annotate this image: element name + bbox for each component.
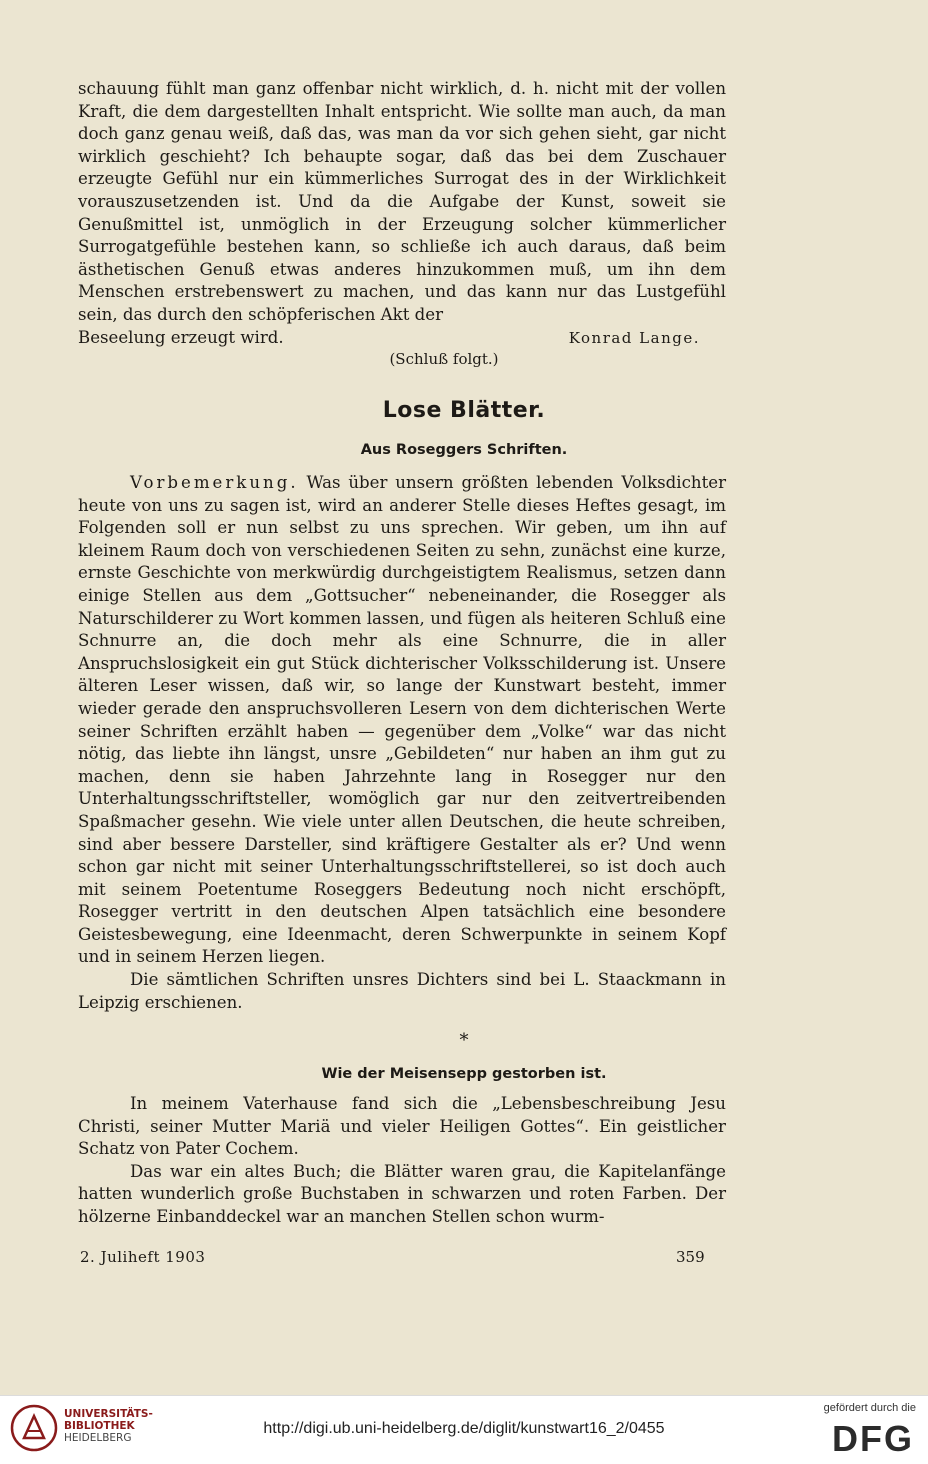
permalink-url[interactable]: http://digi.ub.uni-heidelberg.de/diglit/kunstwart16_2/0455 — [263, 1420, 665, 1437]
author-signature: Konrad Lange. — [568, 328, 700, 347]
story-paragraph-1: In meinem Vaterhause fand sich die „Lebensbeschreibung Jesu Christi, seiner Mutter Mariä und vieler Heiligen Gottes“. Ein geistlicher Schatz von Pater Cochem. — [78, 1094, 726, 1159]
preface — [78, 472, 726, 1014]
section-divider: * — [459, 1030, 469, 1051]
story-title: Wie der Meisensepp gestorben ist. — [321, 1066, 607, 1082]
library-name: UNIVERSITÄTS-BIBLIOTHEK — [64, 1408, 153, 1432]
preface-label: Vorbemerkung. — [130, 473, 299, 492]
dfg-logo[interactable]: DFG — [832, 1418, 914, 1459]
library-city: HEIDELBERG — [64, 1432, 132, 1444]
section-title: Lose Blätter. — [382, 398, 546, 423]
preface-note: Die sämtlichen Schriften unsres Dichters sind bei L. Staackmann in Leipzig erschienen. — [78, 970, 726, 1012]
story-paragraph-2: Das war ein altes Buch; die Blätter waren grau, die Kapitelanfänge hatten wunderlich große Buchstaben in schwarzen und roten Farben. Der hölzerne Einbanddeckel war an manchen Stellen schon wurm- — [78, 1161, 726, 1226]
continued-text: (Schluß folgt.) — [389, 350, 499, 368]
article-end-text: schauung fühlt man ganz offenbar nicht wirklich, d. h. nicht mit der vollen Kraft, die dem dargestellten Inhalt entspricht. Wie sollte man auch, da man doch ganz genau weiß, daß das, was man da vor sich gehen sieht, gar nicht wirklich geschieht? Ich behaupte sogar, daß das bei dem Zuschauer erzeugte Gefühl nur ein kümmerliches Surrogat des in der Wirklichkeit vorauszusetzenden ist. Und da die Aufgabe der Kunst, soweit sie Genußmittel ist, unmöglich in der Erzeugung solcher kümmerlicher Surrogatgefühle bestehen kann, so schließe ich auch daraus, daß beim ästhetischen Genuß etwas anderes hinzukommen muß, um ihn dem Menschen erstrebenswert zu machen, und das kann nur das Lustgefühl sein, das durch den schöpferischen Akt der — [78, 79, 726, 324]
signature-line — [78, 327, 726, 350]
funding-note: gefördert durch die — [823, 1402, 916, 1414]
article-end — [78, 78, 726, 349]
section-subtitle: Aus Roseggers Schriften. — [360, 442, 568, 458]
article-last-line: Beseelung erzeugt wird. — [78, 327, 284, 347]
page-number: 359 — [676, 1248, 705, 1266]
preface-text: Was über unsern größten lebenden Volksdichter heute von uns zu sagen ist, wird an anderer Stelle dieses Heftes gesagt, im Folgenden soll er nun selbst zu uns sprechen. Wir geben, um ihn auf kleinem Raum doch von verschiedenen Seiten zu sehn, zunächst eine kurze, ernste Geschichte von merkwürdig durchgeistigtem Realismus, setzen dann einige Stellen aus dem „Gottsucher“ nebeneinander, die Rosegger als Naturschilderer zu Wort kommen lassen, und fügen als heiteren Schluß eine Schnurre an, die doch mehr als eine Schnurre, die in aller Anspruchslosigkeit ein gut Stück dichterischer Volksschilderung ist. Unsere älteren Leser wissen, daß wir, so lange der Kunstwart besteht, immer wieder gerade den anspruchsvolleren Lesern von dem dichterischen Werte seiner Schriften erzählt haben — gegenüber dem „Volke“ war das nicht nötig, das liebte ihn längst, unsre „Gebildeten“ nur haben an ihm gut zu machen, denn sie haben Jahrzehnte lang in Rosegger nur den Unterhaltungsschriftsteller, womöglich gar nur den zeitvertreibenden Spaßmacher gesehn. Wie viele unter allen Deutschen, die heute schreiben, sind aber bessere Darsteller, sind kräftigere Gestalter als er? Und wenn schon gar nicht mit seiner Unterhaltungsschriftstellerei, so ist doch auch mit seinem Poetentume Roseggers Bedeutung noch nicht erschöpft, Rosegger vertritt in den deutschen Alpen tatsächlich eine besondere Geistesbewegung, eine Ideenmacht, deren Schwerpunkte in seinem Kopf und in seinem Herzen liegen. — [78, 473, 726, 967]
continued-note — [0, 350, 928, 368]
issue-label: 2. Juliheft 1903 — [80, 1248, 206, 1266]
preface-paragraph — [78, 472, 726, 969]
story — [78, 1093, 726, 1229]
